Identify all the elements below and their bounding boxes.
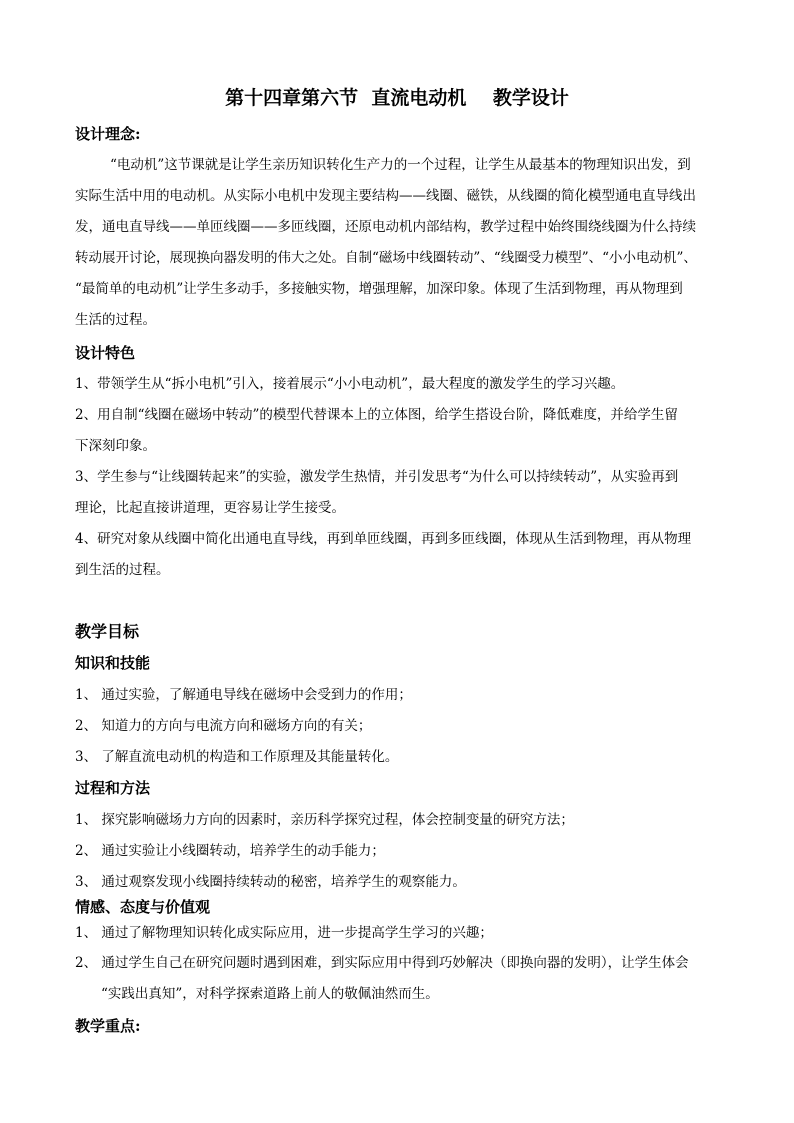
concept-line: 发，通电直导线——单匝线圈——多匝线圈，还原电动机内部结构，教学过程中始终围绕线圈为什么持续 [75,219,696,235]
process-line: 3、 通过观察发现小线圈持续转动的秘密，培养学生的观察能力。 [75,874,466,890]
features-line: 3、学生参与“让线圈转起来”的实验，激发学生热情，并引发思考“为什么可以持续转动”，从实验再到 [75,469,679,485]
knowledge-heading: 知识和技能 [75,654,151,672]
process-heading: 过程和方法 [75,779,151,797]
concept-line: 生活的过程。 [75,312,156,328]
concept-line: “最简单的电动机”让学生多动手，多接触实物，增强理解，加深印象。体现了生活到物理，再从物理到 [75,281,683,297]
goals-heading: 教学目标 [75,622,140,641]
emotion-heading: 情感、态度与价值观 [75,898,211,916]
knowledge-line: 2、 知道力的方向与电流方向和磁场方向的有关； [75,718,372,734]
features-line: 1、带领学生从“拆小电机”引入，接着展示“小小电动机”，最大程度的激发学生的学习兴趣。 [75,376,625,392]
features-line: 下深刻印象。 [75,438,156,454]
emotion-line: “实践出真知”，对科学探索道路上前人的敬佩油然而生。 [101,986,439,1002]
concept-line: 转动展开讨论，展现换向器发明的伟大之处。自制“磁场中线圈转动”、“线圈受力模型”、“小小电动机”、 [75,250,697,266]
page-title: 第十四章第六节 直流电动机 教学设计 [225,87,569,109]
concept-line: “电动机”这节课就是让学生亲历知识转化生产力的一个过程，让学生从最基本的物理知识出发，到 [110,157,691,173]
knowledge-line: 3、 了解直流电动机的构造和工作原理及其能量转化。 [75,749,399,765]
features-line: 4、研究对象从线圈中简化出通电直导线，再到单匝线圈，再到多匝线圈，体现从生活到物理，再从物理 [75,531,692,547]
process-line: 2、 通过实验让小线圈转动，培养学生的动手能力； [75,843,385,859]
process-line: 1、 探究影响磁场力方向的因素时，亲历科学探究过程，体会控制变量的研究方法； [75,812,574,828]
knowledge-line: 1、 通过实验，了解通电导线在磁场中会受到力的作用； [75,687,412,703]
features-line: 理论，比起直接讲道理，更容易让学生接受。 [75,500,345,516]
concept-heading: 设计理念: [75,125,141,143]
features-line: 2、用自制“线圈在磁场中转动”的模型代替课本上的立体图，给学生搭设台阶，降低难度，并给学生留 [75,407,678,423]
features-line: 到生活的过程。 [75,562,170,578]
features-heading: 设计特色 [75,344,136,362]
key-heading: 教学重点: [75,1017,141,1035]
concept-line: 实际生活中用的电动机。从实际小电机中发现主要结构——线圈、磁铁，从线圈的简化模型通电直导线出 [75,188,696,204]
emotion-line: 2、 通过学生自己在研究问题时遇到困难，到实际应用中得到巧妙解决（即换向器的发明），让学生体会 [75,955,689,971]
emotion-line: 1、 通过了解物理知识转化成实际应用，进一步提高学生学习的兴趣； [75,925,493,941]
